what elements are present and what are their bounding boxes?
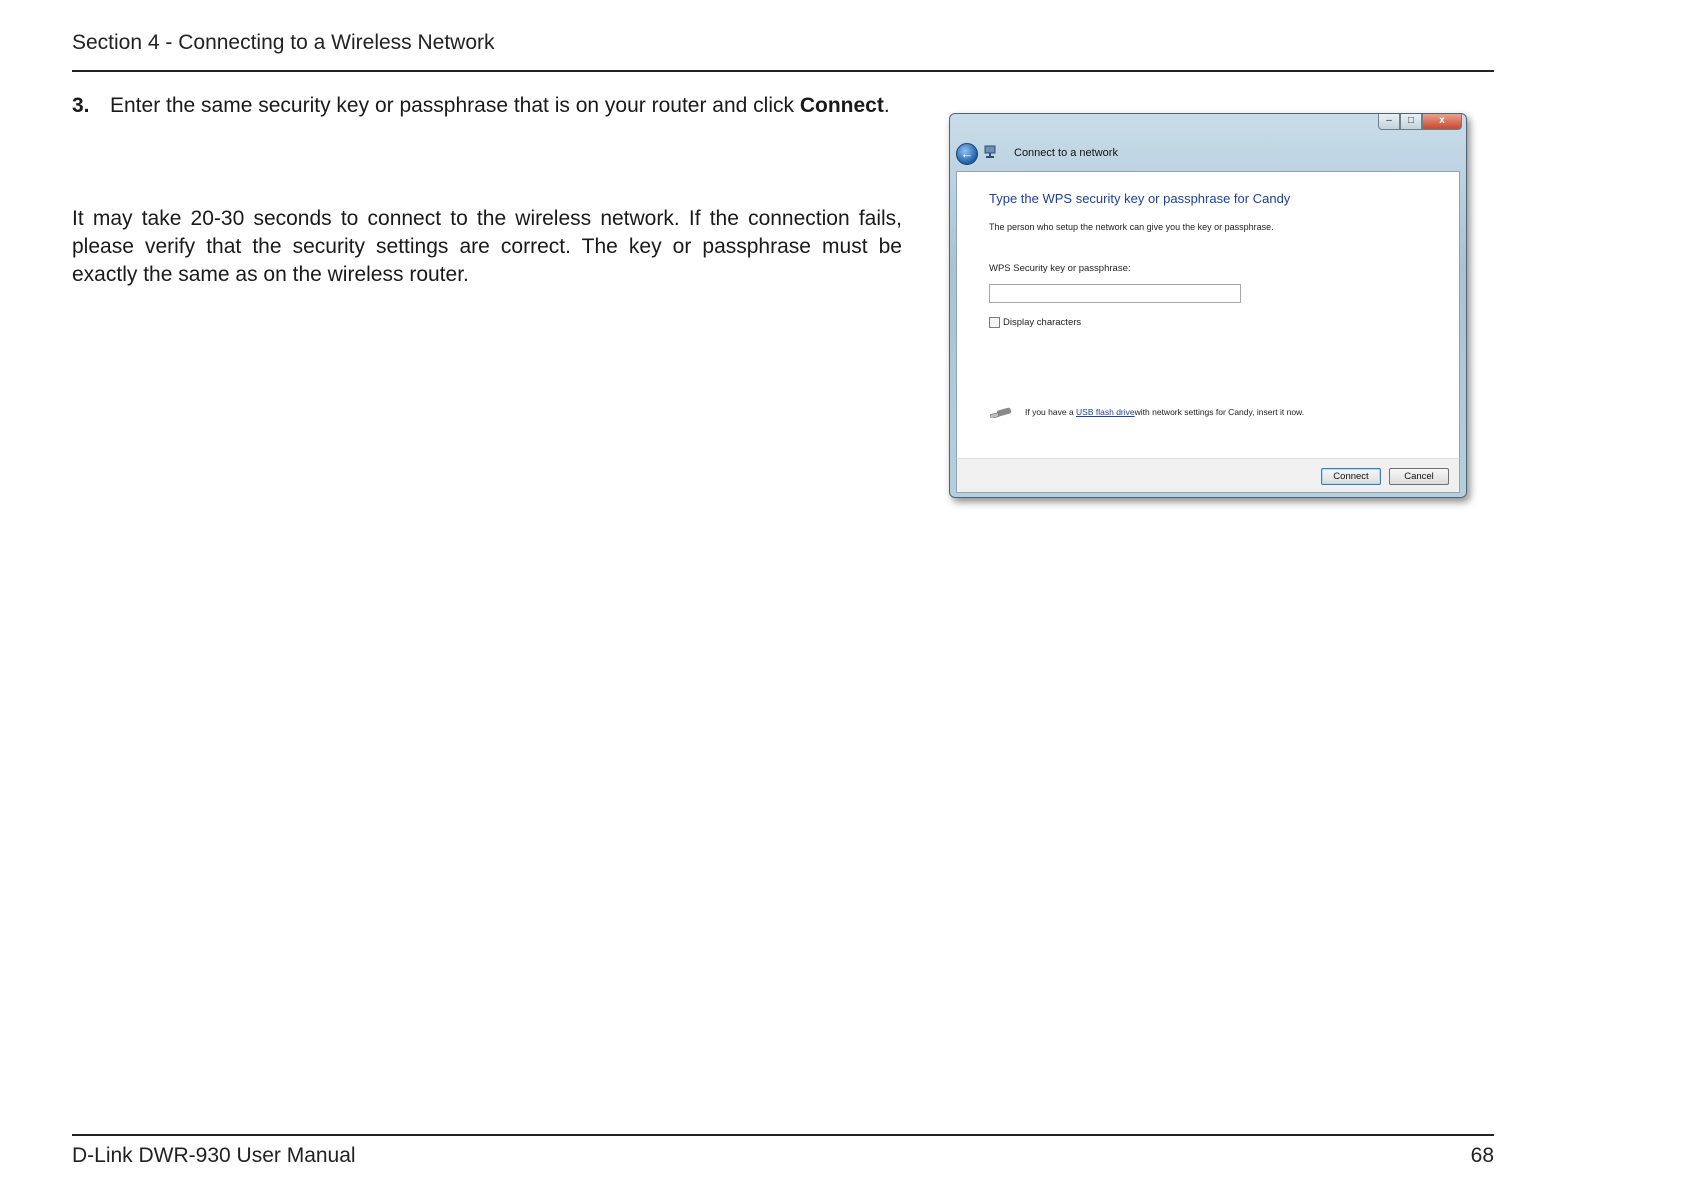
dialog-subtext: The person who setup the network can give you the key or passphrase. [989,222,1274,232]
manual-title: D-Link DWR-930 User Manual [72,1144,356,1167]
display-characters-row[interactable] [989,317,1081,328]
step-bold-connect: Connect [799,94,884,117]
key-field-label: WPS Security key or passphrase: [989,263,1131,274]
header-rule [72,70,1494,72]
network-icon [983,145,997,159]
display-characters-checkbox[interactable] [989,317,1000,328]
back-arrow-icon[interactable]: ← [956,143,978,165]
connect-button[interactable]: Connect [1321,468,1381,485]
connect-dialog-window [949,113,1467,498]
step-text-end: . [883,94,890,117]
usb-flash-drive-link[interactable]: USB flash drive [1076,407,1135,417]
footer-rule [72,1134,1494,1136]
connection-note: It may take 20-30 seconds to connect to the wireless network. If the connection fails, please verify that the security settings are correct. The key or passphrase must be exactly the same as on the wireless router. [72,207,902,286]
step-number: 3. [72,94,90,117]
usb-hint-text: If you have a [1025,407,1074,417]
step-instruction [72,94,890,118]
usb-drive-icon [989,406,1015,418]
window-controls [1378,114,1462,130]
security-key-input[interactable] [989,284,1241,303]
dialog-content [956,171,1460,459]
dialog-footer [956,458,1460,493]
cancel-button[interactable]: Cancel [1389,468,1449,485]
display-characters-label: Display characters [1003,317,1082,328]
minimize-button[interactable]: – [1378,114,1400,130]
dialog-title: Connect to a network [1014,147,1118,159]
usb-hint-row [989,406,1304,418]
usb-hint-text-end: with network settings for Candy, insert it now. [1134,407,1305,417]
step-text: Enter the same security key or passphrase that is on your router and click [110,94,800,117]
page-number: 68 [1470,1144,1494,1167]
section-header: Section 4 - Connecting to a Wireless Network [72,31,495,54]
close-button[interactable]: x [1422,114,1462,130]
maximize-button[interactable]: □ [1400,114,1422,130]
dialog-heading: Type the WPS security key or passphrase for Candy [989,191,1291,206]
